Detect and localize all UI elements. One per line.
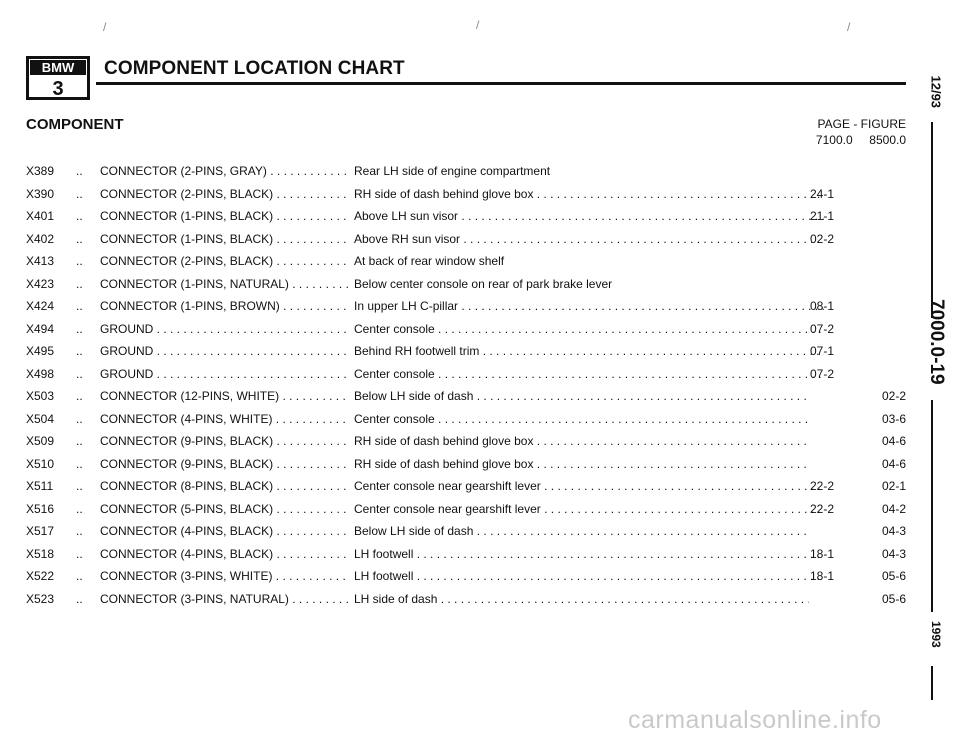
row-separator: .. xyxy=(76,254,83,268)
page-figure-8500: 04-3 xyxy=(881,524,906,538)
component-description: CONNECTOR (4-PINS, WHITE) . . . xyxy=(100,408,350,431)
component-description: CONNECTOR (1-PINS, BLACK) . . . xyxy=(100,228,350,251)
component-description: GROUND . . . xyxy=(100,363,350,386)
table-row xyxy=(26,520,916,543)
logo-series: 3 xyxy=(52,78,64,100)
table-row xyxy=(26,250,916,273)
logo-text: BMW xyxy=(41,60,75,75)
component-id: X510 xyxy=(26,456,55,471)
component-location: Center console near gearshift lever . . . xyxy=(354,475,824,498)
row-separator: .. xyxy=(76,186,83,201)
component-location: LH footwell . . . xyxy=(354,565,824,588)
component-description: CONNECTOR (2-PINS, GRAY) . . . xyxy=(100,160,350,183)
page-figure-7100: 22-2 xyxy=(810,501,835,516)
row-separator: .. xyxy=(76,591,83,606)
table-row xyxy=(26,273,916,296)
component-description: CONNECTOR (4-PINS, BLACK) . . . xyxy=(100,520,350,543)
table-row xyxy=(26,363,916,386)
component-description: CONNECTOR (2-PINS, BLACK) . . . xyxy=(100,250,350,273)
page-figure-7100: 24-1 xyxy=(810,186,835,201)
row-separator: .. xyxy=(76,344,83,358)
table-row xyxy=(26,318,916,341)
page-columns xyxy=(780,132,906,148)
component-location: Below LH side of dash . . . xyxy=(354,520,809,543)
component-description: CONNECTOR (5-PINS, BLACK) . . . xyxy=(100,498,350,521)
component-id: X517 xyxy=(26,524,55,538)
component-location: Rear LH side of engine compartment xyxy=(354,164,551,178)
page-figure-8500: 03-6 xyxy=(881,411,906,426)
component-id: X495 xyxy=(26,344,55,358)
watermark: carmanualsonline.info xyxy=(628,706,882,734)
row-separator: .. xyxy=(76,569,83,583)
scan-mark: / xyxy=(103,20,107,34)
row-separator: .. xyxy=(76,456,83,471)
component-location: LH footwell . . . xyxy=(354,543,824,566)
side-rule-bottom xyxy=(931,666,933,700)
row-separator: .. xyxy=(76,434,83,448)
row-separator: .. xyxy=(76,276,83,291)
component-id: X503 xyxy=(26,389,55,403)
page-figure-7100: 02-2 xyxy=(810,231,835,246)
component-id: X516 xyxy=(26,501,55,516)
side-date: 12/93 xyxy=(928,75,944,109)
component-id: X509 xyxy=(26,434,55,448)
component-location: Behind RH footwell trim . . . xyxy=(354,340,824,363)
page-figure-8500: 04-2 xyxy=(881,501,906,516)
page-figure-7100: 07-2 xyxy=(810,366,835,381)
page-figure-8500: 04-6 xyxy=(881,434,906,448)
side-year: 1993 xyxy=(929,621,943,648)
component-location: Below center console on rear of park brake lever xyxy=(354,276,613,291)
page-figure-8500: 02-1 xyxy=(881,479,906,493)
component-location: RH side of dash behind glove box . . . xyxy=(354,430,809,453)
page-figure-7100: 22-2 xyxy=(810,479,835,493)
row-separator: .. xyxy=(76,501,83,516)
scan-mark: / xyxy=(847,20,851,34)
component-description: CONNECTOR (1-PINS, BLACK) . . . xyxy=(100,205,350,228)
row-separator: .. xyxy=(76,546,83,561)
table-row xyxy=(26,498,916,521)
component-location: LH side of dash . . . xyxy=(354,588,809,611)
page-figure-8500: 05-6 xyxy=(881,569,906,583)
table-row xyxy=(26,295,916,318)
bmw-logo xyxy=(26,56,90,100)
row-separator: .. xyxy=(76,209,83,223)
page-figure-7100: 07-1 xyxy=(810,344,835,358)
table-row xyxy=(26,565,916,588)
page-figure-8500: 05-6 xyxy=(881,591,906,606)
component-location: Center console . . . xyxy=(354,318,824,341)
section-heading: COMPONENT xyxy=(26,116,124,133)
table-row xyxy=(26,340,916,363)
component-id: X423 xyxy=(26,276,55,291)
row-separator: .. xyxy=(76,164,83,178)
component-id: X498 xyxy=(26,366,55,381)
table-row xyxy=(26,385,916,408)
component-id: X523 xyxy=(26,591,55,606)
component-description: CONNECTOR (9-PINS, BLACK) . . . xyxy=(100,453,350,476)
component-table xyxy=(26,160,916,610)
table-row xyxy=(26,588,916,611)
component-location: Above RH sun visor . . . xyxy=(354,228,824,251)
scan-mark: / xyxy=(476,18,480,32)
side-rule-top xyxy=(931,122,933,318)
component-description: CONNECTOR (9-PINS, BLACK) . . . xyxy=(100,430,350,453)
component-id: X494 xyxy=(26,321,55,336)
component-id: X401 xyxy=(26,209,55,223)
row-separator: .. xyxy=(76,366,83,381)
page-col-1: 7100.0 xyxy=(815,133,853,147)
component-description: CONNECTOR (4-PINS, BLACK) . . . xyxy=(100,543,350,566)
component-description: GROUND . . . xyxy=(100,318,350,341)
component-location: Above LH sun visor . . . xyxy=(354,205,824,228)
row-separator: .. xyxy=(76,321,83,336)
component-description: CONNECTOR (3-PINS, WHITE) . . . xyxy=(100,565,350,588)
component-id: X402 xyxy=(26,231,55,246)
row-separator: .. xyxy=(76,389,83,403)
page-col-2: 8500.0 xyxy=(869,133,906,147)
table-row xyxy=(26,408,916,431)
page-figure-8500: 04-3 xyxy=(881,546,906,561)
page-figure-7100: 18-1 xyxy=(810,546,835,561)
table-row xyxy=(26,183,916,206)
row-separator: .. xyxy=(76,231,83,246)
component-id: X424 xyxy=(26,299,55,313)
table-row xyxy=(26,475,916,498)
component-description: GROUND . . . xyxy=(100,340,350,363)
page-figure-label: PAGE - FIGURE xyxy=(817,117,906,131)
component-location: RH side of dash behind glove box . . . xyxy=(354,183,824,206)
component-location: Center console . . . xyxy=(354,363,824,386)
component-id: X390 xyxy=(26,186,55,201)
component-description: CONNECTOR (12-PINS, WHITE) . . . xyxy=(100,385,350,408)
row-separator: .. xyxy=(76,411,83,426)
page-figure-7100: 07-2 xyxy=(810,321,835,336)
page-figure-header xyxy=(780,116,906,148)
component-description: CONNECTOR (1-PINS, NATURAL) . . . xyxy=(100,273,350,296)
side-section-number: 7000.0-19 xyxy=(926,299,947,385)
page-figure-8500: 04-6 xyxy=(881,456,906,471)
side-rule-middle xyxy=(931,400,933,612)
table-row xyxy=(26,430,916,453)
page-title: COMPONENT LOCATION CHART xyxy=(104,58,405,79)
component-id: X522 xyxy=(26,569,55,583)
component-id: X518 xyxy=(26,546,55,561)
table-row xyxy=(26,205,916,228)
table-row xyxy=(26,160,916,183)
page-figure-7100: 18-1 xyxy=(810,569,835,583)
page-figure-7100: 21-1 xyxy=(810,209,835,223)
component-description: CONNECTOR (2-PINS, BLACK) . . . xyxy=(100,183,350,206)
component-id: X389 xyxy=(26,164,55,178)
component-location: At back of rear window shelf xyxy=(354,254,505,268)
page-figure-7100: 08-1 xyxy=(810,299,835,313)
component-location: Center console . . . xyxy=(354,408,809,431)
component-id: X511 xyxy=(26,479,54,493)
component-location: RH side of dash behind glove box . . . xyxy=(354,453,809,476)
component-description: CONNECTOR (3-PINS, NATURAL) . . . xyxy=(100,588,350,611)
table-row xyxy=(26,453,916,476)
component-id: X504 xyxy=(26,411,55,426)
table-row xyxy=(26,543,916,566)
component-id: X413 xyxy=(26,254,55,268)
component-description: CONNECTOR (1-PINS, BROWN) . . . xyxy=(100,295,350,318)
component-location: Center console near gearshift lever . . . xyxy=(354,498,824,521)
row-separator: .. xyxy=(76,524,83,538)
row-separator: .. xyxy=(76,299,83,313)
header-rule xyxy=(96,82,906,85)
page-figure-8500: 02-2 xyxy=(881,389,906,403)
component-location: In upper LH C-pillar . . . xyxy=(354,295,824,318)
row-separator: .. xyxy=(76,479,83,493)
table-row xyxy=(26,228,916,251)
component-location: Below LH side of dash . . . xyxy=(354,385,809,408)
component-description: CONNECTOR (8-PINS, BLACK) . . . xyxy=(100,475,350,498)
